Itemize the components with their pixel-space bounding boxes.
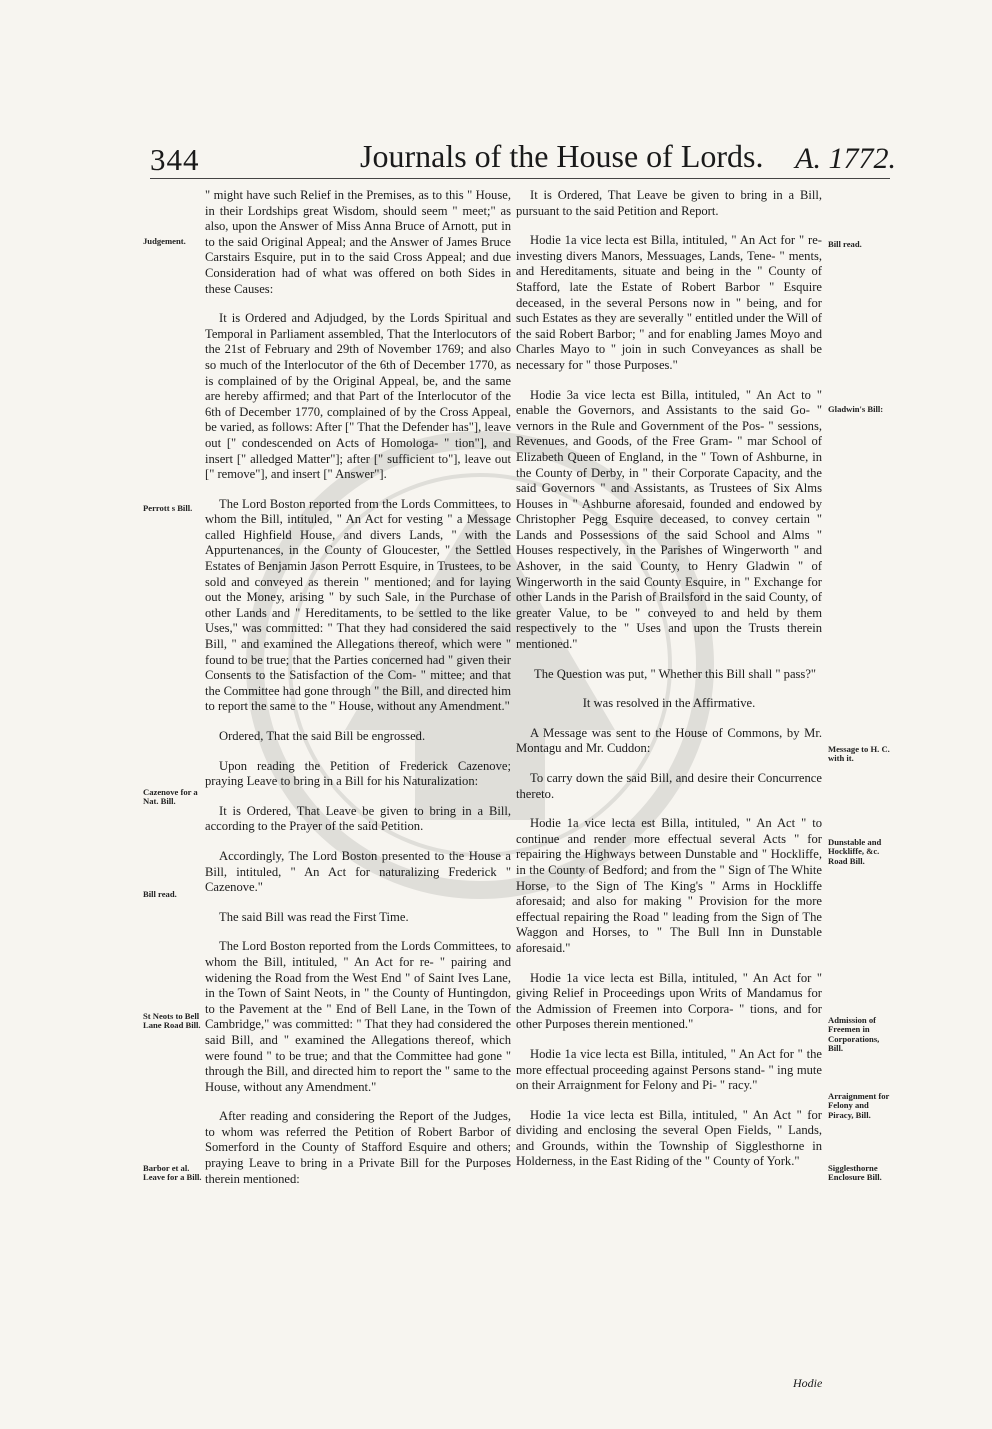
header-rule	[150, 178, 890, 179]
margin-note-arraignment: Arraignment for Felony and Piracy, Bill.	[828, 1091, 890, 1120]
right-column	[516, 188, 822, 1184]
left-para-relief: " might have such Relief in the Premises, as to this " House, in their Lordships great Wisdom, should seem " meet;" as also, upon the Answer of Miss Anna Bruce of Arnott, put in to the said Original Appeal; and the Answer of James Bruce Carstairs Esquire, put in to the said Cross Appeal; and due Consideration had of what was offered on both Sides in these Causes:	[205, 188, 511, 296]
right-para-admission-bill: Hodie 1a vice lecta est Billa, intituled, " An Act for " giving Relief in Proceedings upon Writs of Mandamus for the Admission of Freemen into Corpora- " tions, and for other Purposes therein mentioned."	[516, 970, 822, 1032]
right-para-message: A Message was sent to the House of Commons, by Mr. Montagu and Mr. Cuddon:	[516, 725, 822, 756]
margin-note-dunstable: Dunstable and Hockliffe, &c. Road Bill.	[828, 837, 882, 866]
margin-note-sigglesthorne: Sigglesthorne Enclosure Bill.	[828, 1163, 882, 1183]
left-para-st-neots-report: The Lord Boston reported from the Lords Committees, to whom the Bill, intituled, " An Act for re- " pairing and widening the Road from the West End " of Saint Ives Lane, in the Town of Saint Neots, in " the County of Huntingdon, to the Pavement at the " End of Bell Lane, in the Town of Cambridge," was committed: " That they had considered the said Bill, and " examined the Allegations thereof, which were found " to be true; and that the Committee had gone " through the Bill, and directed him to report the " same to the House, without any Amendment."	[205, 939, 511, 1094]
page-year: A. 1772.	[795, 142, 896, 175]
left-para-perrott-report: The Lord Boston reported from the Lords Committees, to whom the Bill, intituled, " An Act for vesting " a Message called Highfield House, and divers Lands, " with the Appurtenances, in the County of Gloucester, " the Settled Estates of Benjamin Jason Perrott Esquire, in Trustees, to be sold and conveyed as therein " mentioned; and for laying out the Money, arising " by such Sale, in the Purchase of other Lands and " Hereditaments, to be settled to the like Uses," was committed: " That they had considered the said Bill, " and examined the Allegations thereof, which were " found to be true; that the Parties concerned had " given their Consents to the Satisfaction of the Com- " mittee; and that the Committee had gone through " the Bill, and directed him to report the same to the " House, without any Amendment."	[205, 496, 511, 714]
right-para-carry-down: To carry down the said Bill, and desire their Concurrence thereto.	[516, 771, 822, 801]
left-para-cazenove-leave: It is Ordered, That Leave be given to bring in a Bill, according to the Prayer of the said Petition.	[205, 803, 511, 834]
margin-note-cazenove: Cazenove for a Nat. Bill.	[143, 787, 198, 807]
page-header	[150, 138, 896, 182]
left-para-judgement: It is Ordered and Adjudged, by the Lords Spiritual and Temporal in Parliament assembled, That the Interlocutors of the 21st of February and 29th of November 1769; and also so much of the Interlocutor of the 6th of December 1770, as is complained of by the Original Appeal, be, and the same are hereby affirmed; and that Part of the Interlocutor of the 6th of December 1770, complained of by the Cross Appeal, be varied, as follows: After [" That the Defender has"], leave out [" condescended on Acts of Homologa- " tion"], and insert [" alledged Matter"]; after [" sufficient to"], leave out [" remove"], and insert [" Answer"].	[205, 311, 511, 482]
margin-note-message: Message to H. C. with it.	[828, 744, 890, 764]
left-para-cazenove-bill: Accordingly, The Lord Boston presented to the House a Bill, intituled, " An Act for naturalizing Frederick " Cazenove."	[205, 848, 511, 895]
margin-note-bill-read-right: Bill read.	[828, 239, 862, 249]
margin-note-judgement: Judgement.	[143, 236, 186, 246]
left-column	[205, 188, 511, 1201]
right-para-arraignment-bill: Hodie 1a vice lecta est Billa, intituled, " An Act for " the more effectual proceeding against Persons stand- " ing mute on their Arraignment for Felony and Pi- " racy."	[516, 1046, 822, 1093]
margin-note-barbor: Barbor et al. Leave for a Bill.	[143, 1163, 202, 1183]
left-para-engrossed: Ordered, That the said Bill be engrossed.	[219, 729, 426, 743]
right-para-barbor-leave: It is Ordered, That Leave be given to bring in a Bill, pursuant to the said Petition and Report.	[516, 188, 822, 218]
margin-note-st-neots: St Neots to Bell Lane Road Bill.	[143, 1011, 201, 1031]
right-para-barbor-bill: Hodie 1a vice lecta est Billa, intituled, " An Act for " re-investing divers Manors, Messuages, Lands, Tene- " ments, and Hereditaments, situate and being in the " County of Stafford, late the Estate of Robert Barbor " Esquire deceased, in the several Persons now in " being, and for such Estates as they are severally " entitled under the Will of the said Robert Barbor; " and for enabling James Moyo and Charles Mayo to " join in such Conveyances as shall be necessary for " those Purposes."	[516, 233, 822, 372]
margin-note-admission: Admission of Freemen in Corporations, Bill.	[828, 1015, 880, 1054]
page-title: Journals of the House of Lords.	[360, 138, 764, 174]
page-number: 344	[150, 142, 200, 177]
right-para-gladwin-bill: Hodie 3a vice lecta est Billa, intituled, " An Act to " enable the Governors, and Assistants to the said Go- " vernors in the Rule and Government of the Pos- " sessions, Revenues, and Goods, of the Free Gram- " mar School of Elizabeth Queen of England, in the " Town of Ashburne, in the County of Derby, in " their Corporate Capacity, and the said Governors " and Assistants, as Trustees of Six Alms Houses in " Ashburne aforesaid, founded and endowed by Christopher Pegg Esquire deceased, to convey certain " Lands and Possessions of the said School and Alms " Houses respectively, in the Parishes of Wingerworth " and Ashover, in the said County, to Henry Gladwin " of Wingerworth in the said County Esquire, in " Exchange for other Lands in the Parish of Brailsford in the said County, of greater Value, to be " conveyed to and held by them respectively to the " Uses and upon the Trusts therein mentioned."	[516, 387, 822, 652]
catchword: Hodie	[793, 1376, 823, 1390]
margin-note-bill-read: Bill read.	[143, 889, 177, 899]
right-para-sigglesthorne-bill: Hodie 1a vice lecta est Billa, intituled, " An Act " for dividing and enclosing the several Open Fields, " Lands, and Grounds, within the Township of Sigglesthorne in Holderness, in the East Riding of the " County of York."	[516, 1107, 822, 1169]
left-para-cazenove-petition: Upon reading the Petition of Frederick Cazenove; praying Leave to bring in a Bill for his Naturalization:	[205, 758, 511, 789]
margin-note-perrott: Perrott s Bill.	[143, 503, 193, 513]
right-para-resolved: It was resolved in the Affirmative.	[582, 696, 756, 711]
right-para-dunstable-bill: Hodie 1a vice lecta est Billa, intituled, " An Act " to continue and render more effectual several Acts " for repairing the Highways between Dunstable and " Hockliffe, in the County of Bedford; and from the " Sign of The White Horse, to the Sign of The King's " Arms in Hockliffe aforesaid; and also for making " Provision for the more effectual repairing the Road " leading from the Sign of The Waggon and Horses, to " The Bull Inn in Dunstable aforesaid."	[516, 816, 822, 955]
margin-note-gladwin: Gladwin's Bill:	[828, 404, 884, 414]
right-para-question: The Question was put, " Whether this Bill shall " pass?"	[534, 666, 817, 681]
left-para-barbor-report: After reading and considering the Report of the Judges, to whom was referred the Petition of Robert Barbor of Somerford in the County of Stafford Esquire and others; praying Leave to bring in a Private Bill for the Purposes therein mentioned:	[205, 1109, 511, 1186]
left-para-first-time: The said Bill was read the First Time.	[219, 909, 409, 924]
